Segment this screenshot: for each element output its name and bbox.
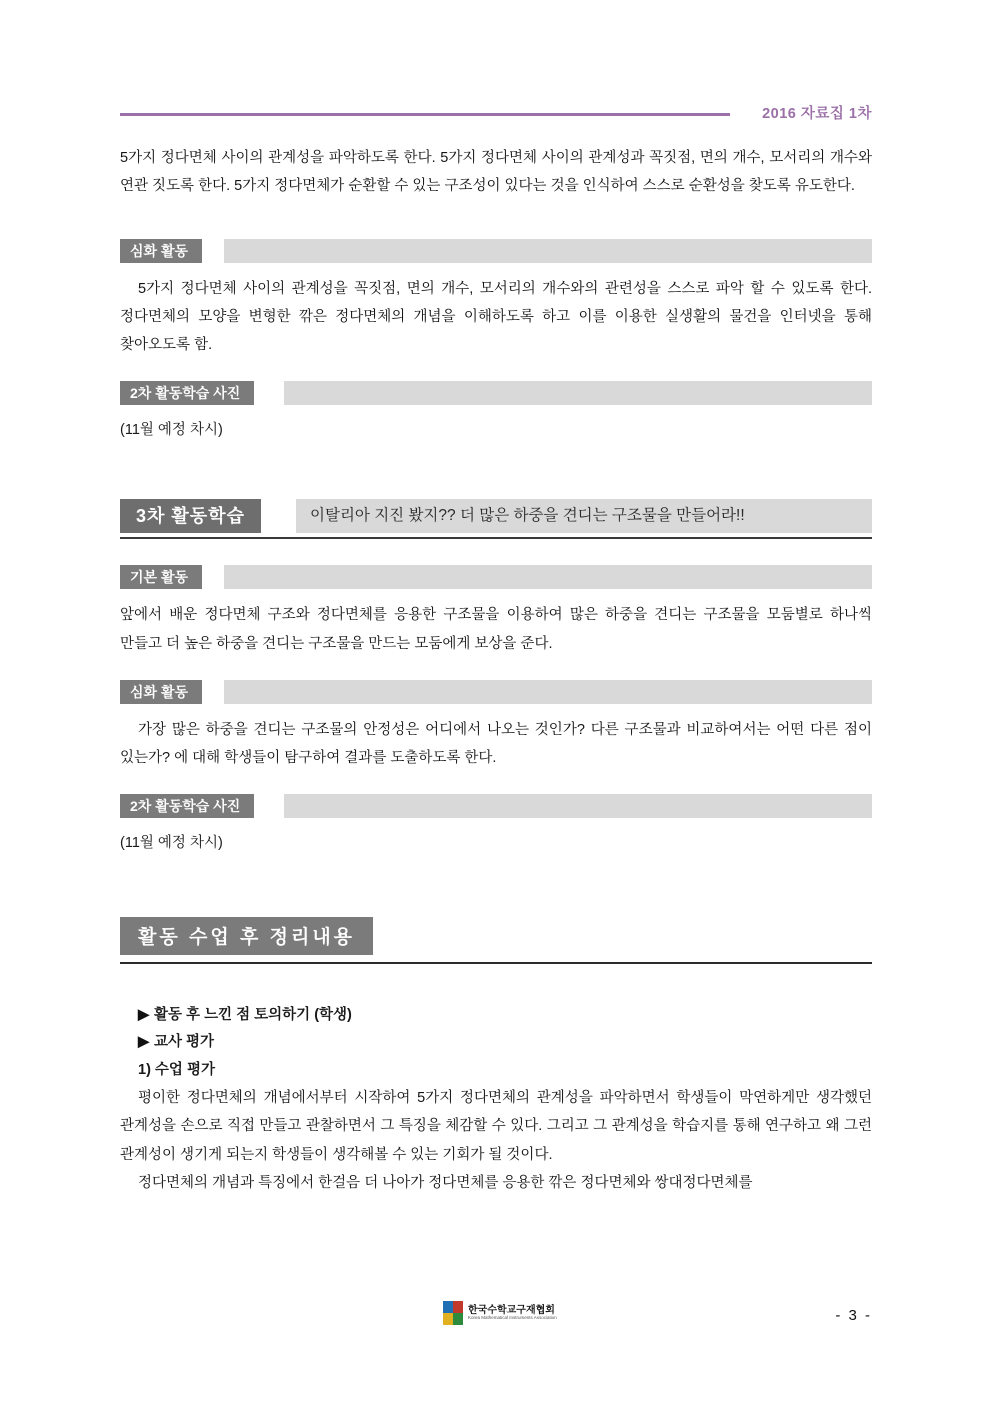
wrapup-paragraph-2: 정다면체의 개념과 특징에서 한걸음 더 나아가 정다면체를 응용한 깎은 정다면체와 쌍대정다면체를	[138, 1175, 753, 1192]
section-bar-fill	[224, 680, 872, 704]
triangle-right-icon: ▶	[138, 1034, 150, 1051]
basic-activity-paragraph: 앞에서 배운 정다면체 구조와 정다면체를 응용한 구조물을 이용하여 많은 하중을 견디는 구조물을 모둠별로 하나씩 만들고 더 높은 하중을 견디는 구조물을 만드는 모둠에게 보상을 준다.	[120, 607, 872, 652]
wrapup-section	[120, 917, 872, 964]
wrapup-bullet-1-label: 활동 후 느낀 점 토의하기 (학생)	[154, 1006, 352, 1023]
association-logo	[443, 1296, 563, 1330]
section-bar-fill	[284, 794, 872, 818]
photo-1-note: (11월 예정 차시)	[120, 422, 223, 439]
activity-tag-3: 3차 활동학습	[120, 499, 261, 533]
section-bar-fill	[224, 565, 872, 589]
section-bar-fill	[224, 239, 872, 263]
logo-mark-icon	[443, 1301, 463, 1325]
page-header	[120, 100, 872, 134]
section-bar-deep-activity-1	[120, 239, 872, 263]
wrapup-bullet-2-label: 교사 평가	[154, 1034, 215, 1051]
logo-text-korean: 한국수학교구재협회	[468, 1305, 555, 1317]
activity-underline	[120, 537, 872, 539]
intro-paragraph: 5가지 정다면체 사이의 관계성을 파악하도록 한다. 5가지 정다면체 사이의 관계성과 꼭짓점, 면의 개수, 모서리의 개수와 연관 짓도록 한다. 5가지 정다면체가 순환할 수 있는 구조성이 있다는 것을 인식하여 스스로 순환성을 찾도록 유도한다.	[120, 150, 872, 195]
section-bar-basic-activity	[120, 565, 872, 589]
section-bar-label: 심화 활동	[120, 680, 202, 704]
section-bar-photo-1	[120, 381, 872, 405]
section-bar-label: 2차 활동학습 사진	[120, 381, 254, 405]
wrapup-paragraph-1: 평이한 정다면체의 개념에서부터 시작하여 5가지 정다면체의 관계성을 파악하면서 학생들이 막연하게만 생각했던 관계성을 손으로 직접 만들고 관찰하면서 그 특징을 체감할 수 있다. 그리고 그 관계성을 학습지를 통해 연구하고 왜 그런 관계성이 생기게 되는지 학생들이 생각해볼 수 있는 기회가 될 것이다.	[120, 1090, 872, 1163]
section-bar-photo-2	[120, 794, 872, 818]
wrapup-bullet-2	[120, 1029, 872, 1057]
section-bar-label: 2차 활동학습 사진	[120, 794, 254, 818]
section-bar-fill	[284, 381, 872, 405]
section-bar-label: 기본 활동	[120, 565, 202, 589]
wrapup-numbered-item: 1) 수업 평가	[138, 1061, 215, 1078]
header-rule	[120, 113, 730, 116]
section-bar-deep-activity-2	[120, 680, 872, 704]
wrapup-section-title: 활동 수업 후 정리내용	[120, 917, 373, 955]
deep-activity-2-paragraph: 가장 많은 하중을 견디는 구조물의 안정성은 어디에서 나오는 것인가? 다른 구조물과 비교하여서는 어떤 다른 점이 있는가? 에 대해 학생들이 탐구하여 결과를 도출하도록 한다.	[120, 721, 872, 767]
activity-header-3	[120, 499, 872, 533]
triangle-right-icon: ▶	[138, 1006, 150, 1023]
logo-text-english: Korea Mathematical Instruments Association	[468, 1315, 557, 1321]
deep-activity-1-paragraph: 5가지 정다면체 사이의 관계성을 꼭짓점, 면의 개수, 모서리의 개수와의 관련성을 스스로 파악 할 수 있도록 한다. 정다면체의 모양을 변형한 깎은 정다면체의 개념을 이해하도록 하고 이를 이용한 실생활의 물건을 인터넷을 통해 찾아오도록 함.	[120, 280, 872, 354]
photo-2-note: (11월 예정 차시)	[120, 835, 223, 852]
wrapup-bullet-1	[120, 1002, 872, 1030]
page-number: - 3 -	[835, 1307, 872, 1324]
section-bar-label: 심화 활동	[120, 239, 202, 263]
page-content	[120, 100, 872, 1197]
activity-title-3: 이탈리아 지진 봤지?? 더 많은 하중을 견디는 구조물을 만들어라!!	[296, 499, 872, 533]
header-title: 2016 자료집 1차	[762, 106, 872, 122]
